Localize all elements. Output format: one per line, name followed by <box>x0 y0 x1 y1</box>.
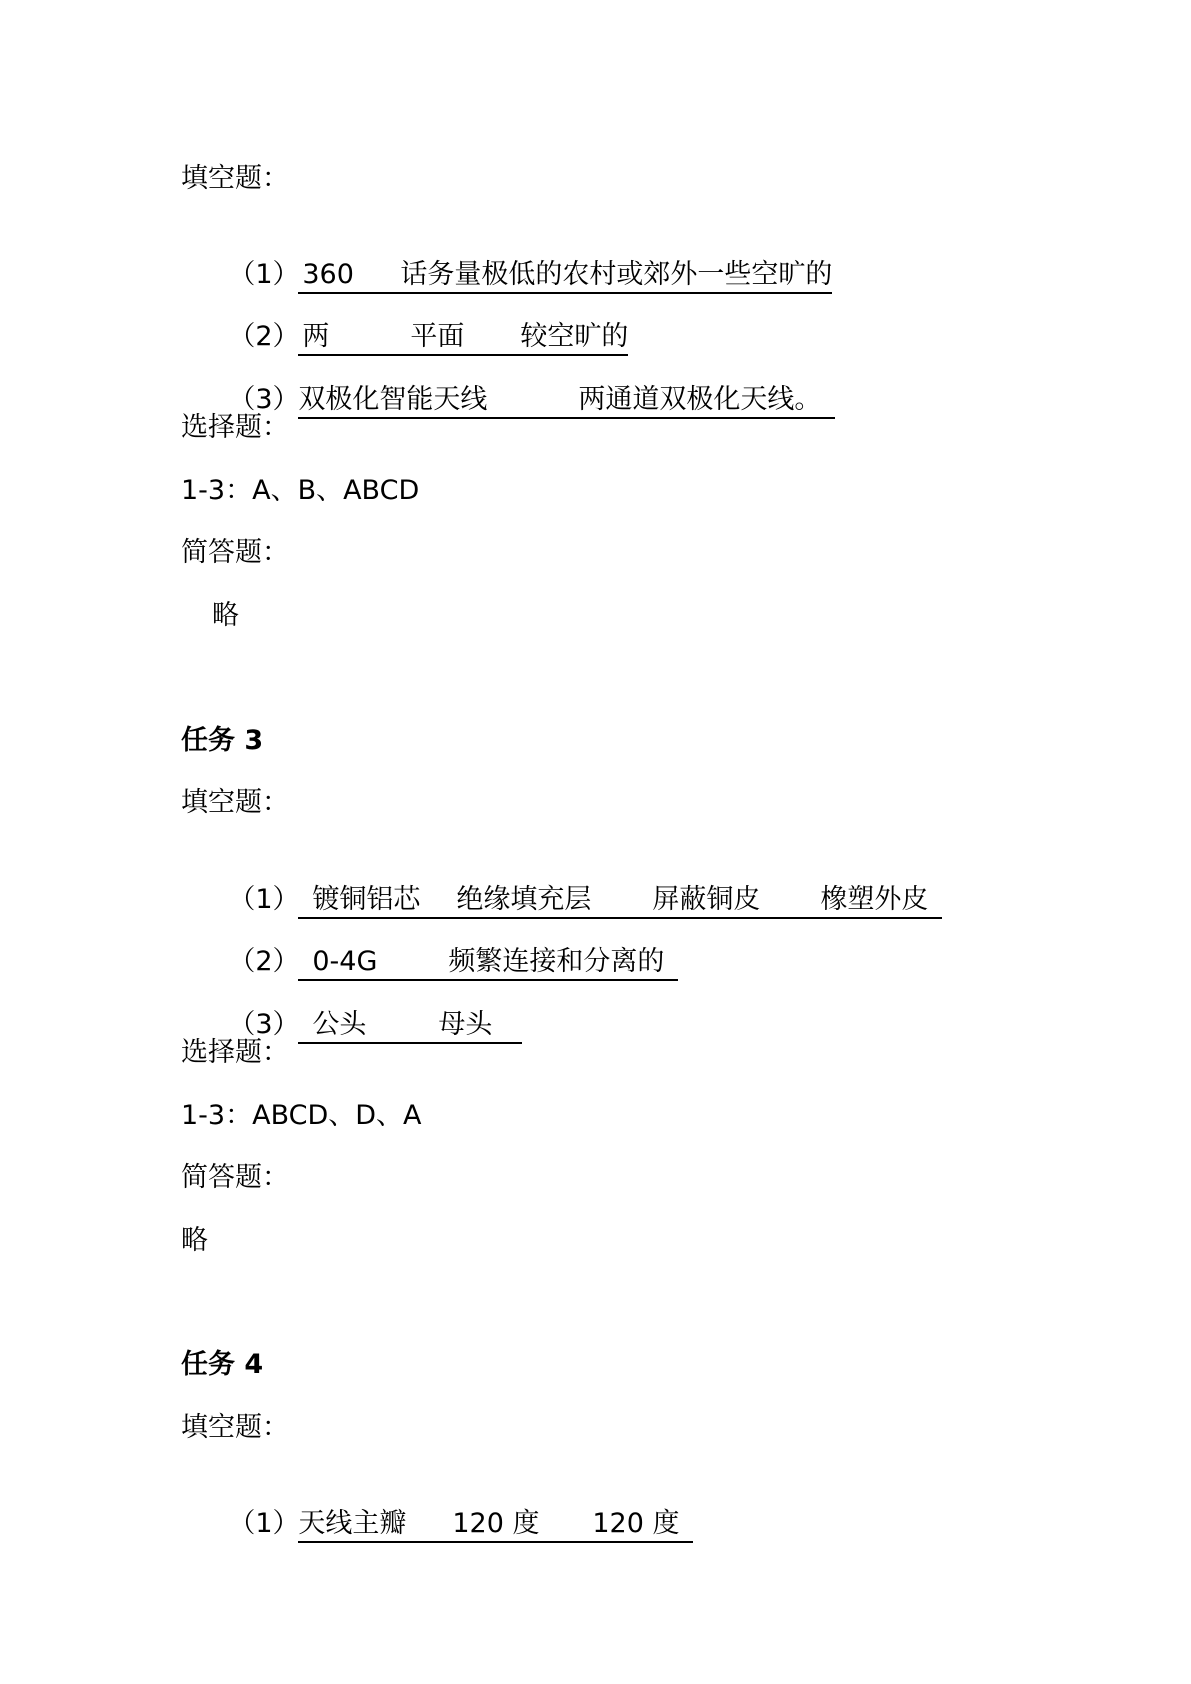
answer-text: 0-4G <box>312 946 378 977</box>
answer-blank <box>298 1509 693 1543</box>
short-answer: 略 <box>212 600 239 631</box>
answer-text: 120 度 <box>592 1508 680 1539</box>
answer-text: 镀铜铝芯 <box>312 884 421 915</box>
fill-in-label: 填空题： <box>181 787 289 818</box>
answer-text: 话务量极低的农村或郊外一些空旷的 <box>400 259 833 290</box>
answer-text: 较空旷的 <box>520 321 629 352</box>
fill-item-3 <box>194 349 835 453</box>
item-number: （1） <box>228 1508 300 1539</box>
fill-in-label: 填空题： <box>181 163 289 194</box>
item-number: （3） <box>228 384 300 415</box>
short-answer-label: 简答题： <box>181 1162 289 1193</box>
answer-text: 两通道双极化天线。 <box>578 384 822 415</box>
answer-blank <box>298 1010 522 1044</box>
choice-answer: 1-3：ABCD、D、A <box>181 1100 422 1131</box>
item-number: （1） <box>228 259 300 290</box>
choice-label: 选择题： <box>181 1037 289 1068</box>
answer-text: 绝缘填充层 <box>456 884 592 915</box>
answer-text: 频繁连接和分离的 <box>448 946 665 977</box>
answer-text: 天线主瓣 <box>298 1508 407 1539</box>
answer-text: 两 <box>302 321 330 352</box>
answer-text: 双极化智能天线 <box>298 384 488 415</box>
item-number: （3） <box>228 1009 300 1040</box>
choice-label: 选择题： <box>181 412 289 443</box>
answer-text: 橡塑外皮 <box>820 884 929 915</box>
item-number: （2） <box>228 946 300 977</box>
answer-text: 公头 <box>312 1009 367 1040</box>
item-number: （1） <box>228 884 300 915</box>
short-answer-label: 简答题： <box>181 537 289 568</box>
answer-blank <box>298 385 835 419</box>
answer-text: 360 <box>302 259 354 290</box>
choice-answer: 1-3：A、B、ABCD <box>181 475 420 506</box>
item-number: （2） <box>228 321 300 352</box>
fill-in-label: 填空题： <box>181 1412 289 1443</box>
task-3-heading: 任务 3 <box>181 725 264 756</box>
short-answer: 略 <box>181 1225 208 1256</box>
answer-text: 120 度 <box>452 1508 540 1539</box>
fill-item-1 <box>194 1473 693 1577</box>
answer-text: 屏蔽铜皮 <box>652 884 761 915</box>
answer-text: 平面 <box>410 321 465 352</box>
task-4-heading: 任务 4 <box>181 1349 264 1380</box>
answer-text: 母头 <box>438 1009 493 1040</box>
